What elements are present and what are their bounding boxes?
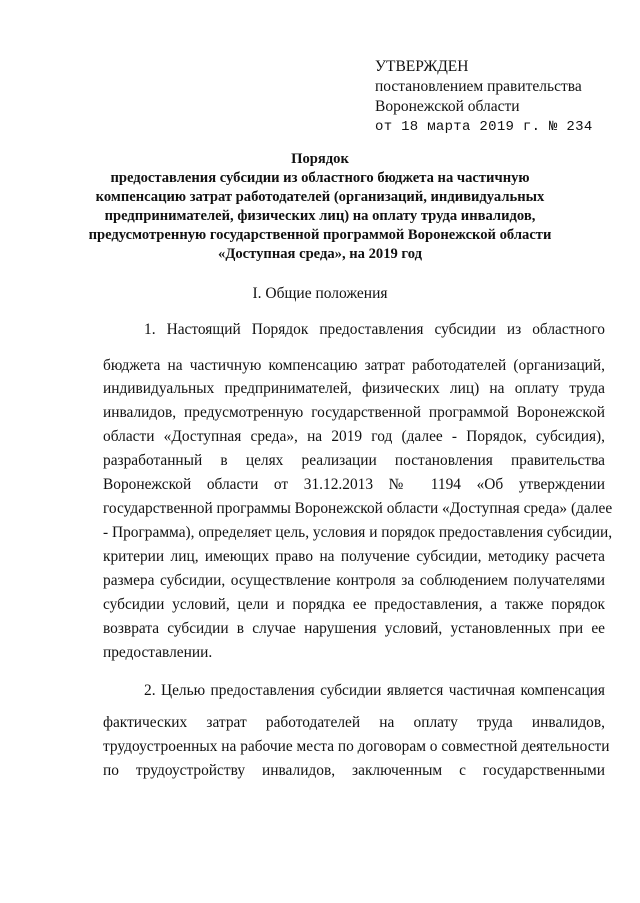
paragraph-line: 2. Целью предоставления субсидии является частичная компенсация [144,682,605,699]
approval-block [375,57,593,137]
approval-stamp: УТВЕРЖДЕН [375,58,469,75]
paragraph-line: критерии лиц, имеющих право на получение субсидии, методику расчета [103,548,605,565]
title-line: «Доступная среда», на 2019 год [218,246,422,262]
paragraph-line: государственной программы Воронежской области «Доступная среда» (далее [103,500,613,517]
paragraph-line: инвалидов, предусмотренную государственной программой Воронежской [103,404,605,421]
title-line: предоставления субсидии из областного бюджета на частичную [110,170,530,186]
document-title [40,150,600,264]
paragraph-line: бюджета на частичную компенсацию затрат работодателей (организаций, [103,357,605,374]
title-line: предпринимателей, физических лиц) на оплату труда инвалидов, [104,208,536,224]
approval-line: Воронежской области [375,98,520,115]
paragraph-line: - Программа), определяет цель, условия и порядок предоставления субсидии, [103,524,613,541]
title-line: Порядок [291,151,349,167]
section-heading: I. Общие положения [252,285,388,302]
paragraph-line: размера субсидии, осуществление контроля за соблюдением получателями [103,572,605,589]
paragraph-line: Воронежской области от 31.12.2013 № 1194 «Об утверждении [103,476,605,493]
paragraph-line: субсидии условий, цели и порядка ее предоставления, а также порядок [103,596,605,613]
paragraph-line: трудоустроенных на рабочие места по договорам о совместной деятельности [103,738,610,755]
paragraph-line: предоставлении. [103,644,213,661]
paragraph-line: разработанный в целях реализации постановления правительства [103,452,605,469]
paragraph-line: возврата субсидии в случае нарушения условий, установленных при ее [103,620,605,637]
paragraph-line: 1. Настоящий Порядок предоставления субсидии из областного [144,321,605,338]
title-line: предусмотренную государственной программой Воронежской области [88,227,552,243]
approval-line: постановлением правительства [375,78,582,95]
paragraph-line: фактических затрат работодателей на оплату труда инвалидов, [103,714,605,731]
paragraph-line: по трудоустройству инвалидов, заключенным с государственными [103,762,605,779]
approval-date: от 18 марта 2019 г. № 234 [375,119,593,135]
title-line: компенсацию затрат работодателей (организаций, индивидуальных [95,189,545,205]
paragraph-line: области «Доступная среда», на 2019 год (далее - Порядок, субсидия), [103,428,605,445]
paragraph-line: индивидуальных предпринимателей, физических лиц) на оплату труда [103,380,605,397]
